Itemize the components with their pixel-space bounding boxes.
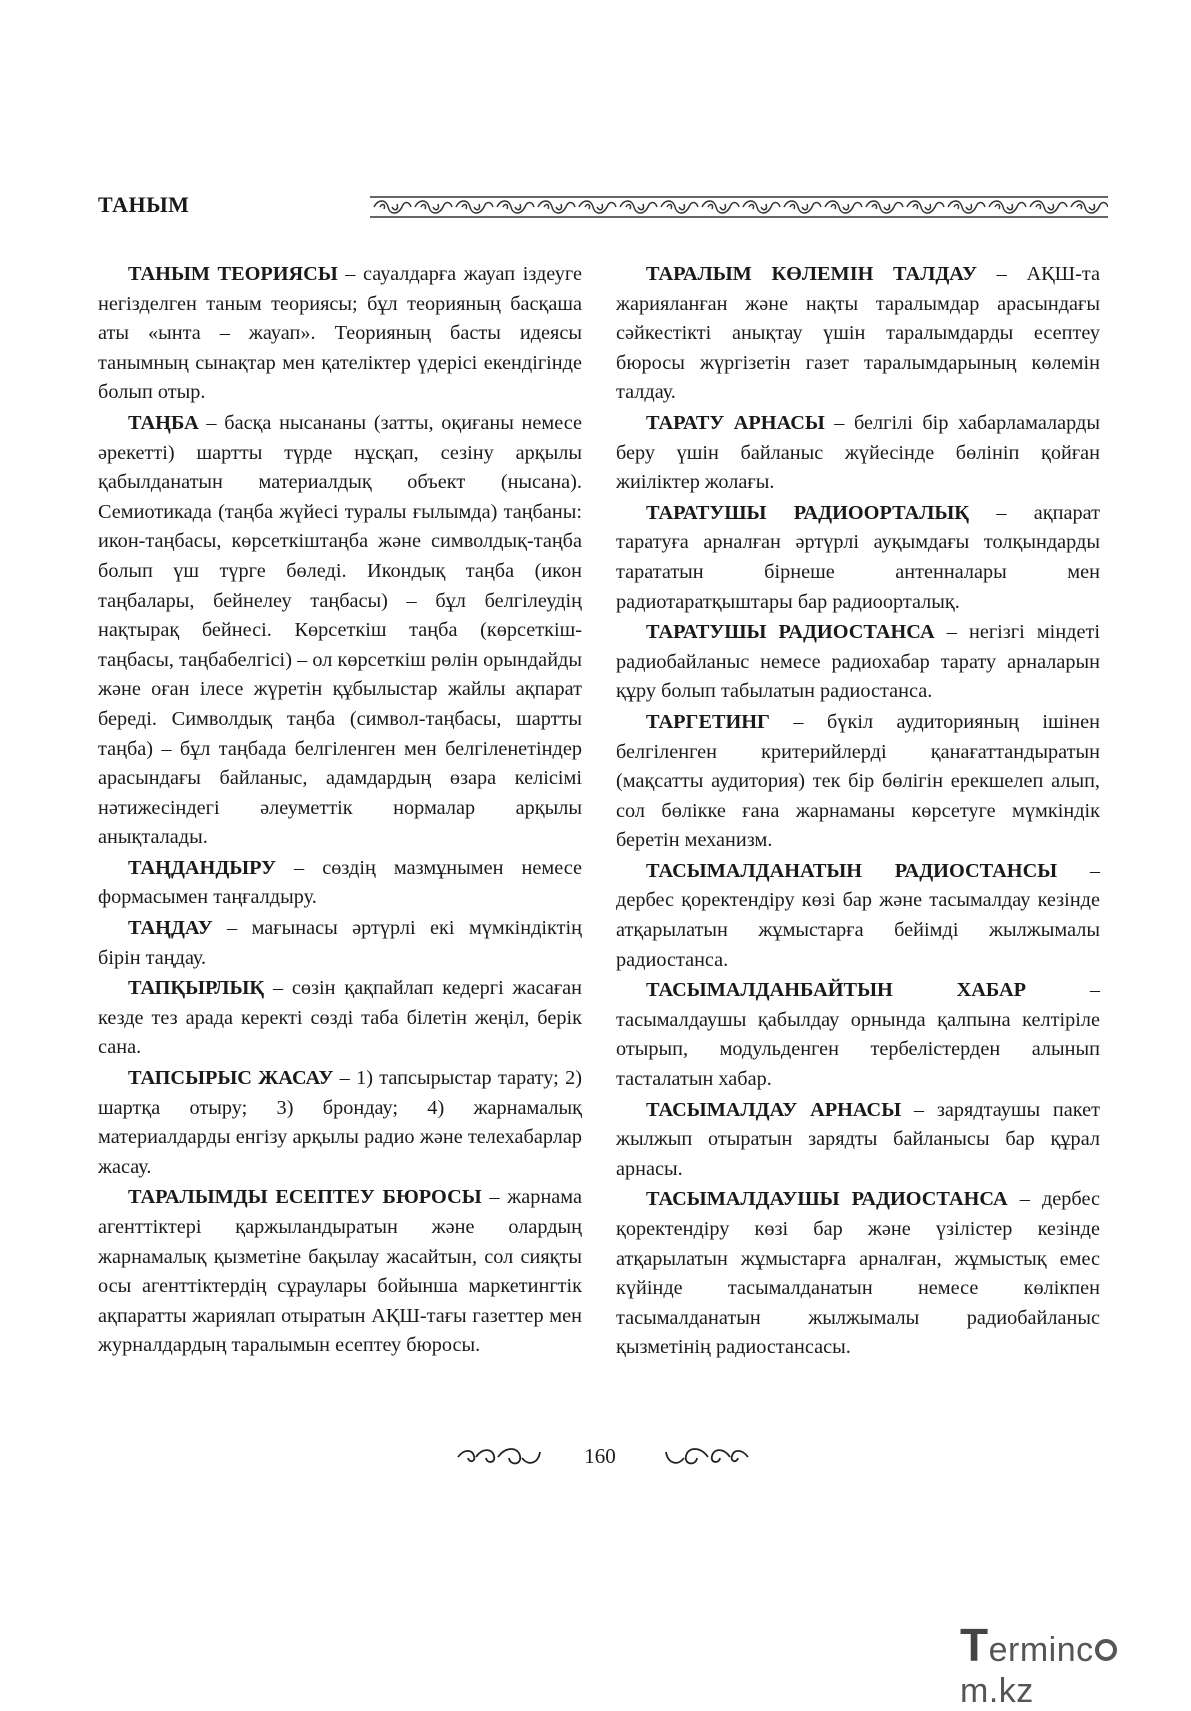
entry-definition: – басқа нысананы (затты, оқиғаны немесе әрекетті) шартты түрде нұсқап, сезіну арқылы қабылданатын материалдық объект (нысана). Семиотикада (таңба жүйесі туралы ғылымда) таңбаны: икон-таңбасы, көрсеткіштаңба және символдық-таңба болып үш түрге бөледі. Икондық таңба (икон таңбалары, бейнелеу таңбасы) – бұл белгілеудің нақтырақ бейнесі. Көрсеткіш таңба (көрсеткіш-таңбасы, таңбабелгісі) – ол көрсеткіш рөлін орындайды және оған ілесе жүретін құбылыстар жайлы ақпарат береді. Символдық таңба (символ-таңбасы, шартты таңба) – бұл таңбада белгіленген мен белгіленетіндер арасындағы байланыс, адамдардың өзара келісімі нәтижесіндегі әлеуметтік нормалар арқылы анықталады. xyxy=(98,411,582,849)
entry-term: ТАСЫМАЛДАУШЫ РАДИОСТАНСА xyxy=(646,1188,1008,1211)
dictionary-entry xyxy=(616,857,1100,975)
ornament-motif xyxy=(1030,201,1067,213)
entry-term: ТАРГЕТИНГ xyxy=(646,710,770,733)
dictionary-entry xyxy=(616,1096,1100,1185)
dictionary-entry xyxy=(98,260,582,408)
entry-definition: – жарнама агенттіктері қаржыландыратын және олардың жарнамалық қызметіне бақылау жасайтын, сол сияқты осы агенттіктердің сұраулары бойынша маркетингтік ақпаратты жариялап отыратын АҚШ-тағы газеттер мен журналдардың таралымын есептеу бюросы. xyxy=(98,1186,582,1357)
entry-term: ТАСЫМАЛДАНАТЫН РАДИОСТАНСЫ xyxy=(646,859,1058,882)
dictionary-entry xyxy=(616,976,1100,1094)
ornament-motif xyxy=(1071,201,1108,213)
entry-definition: – сауалдарға жауап іздеуге негізделген таным теориясы; бұл теорияның басқаша аты «ынта – жауап». Теорияның басты идеясы танымның сынақтар мен қателіктер үдерісі екендігінде болып отыр. xyxy=(98,263,582,404)
ornament-motif xyxy=(702,201,739,213)
dictionary-entry xyxy=(616,409,1100,498)
entry-term: ТАСЫМАЛДАУ АРНАСЫ xyxy=(646,1098,902,1121)
entry-term: ТАНЫМ ТЕОРИЯСЫ xyxy=(128,263,338,285)
dictionary-entry xyxy=(98,974,582,1063)
entry-term: ТАПҚЫРЛЫҚ xyxy=(128,977,265,1000)
entry-definition: – дербес қоректендіру көзі бар және тасымалдау кезінде атқарылатын жұмыстарға бейімді жылжымалы радиостанса. xyxy=(616,859,1100,971)
dictionary-entry xyxy=(616,260,1100,408)
entry-definition: – мағынасы әртүрлі екі мүмкіндіктің бірін таңдау. xyxy=(98,917,582,969)
entry-definition: – 1) тапсырыстар тарату; 2) шартқа отыру; 3) брондау; 4) жарнамалық материалдарды енгізу арқылы радио және телехабарлар жасау. xyxy=(98,1067,582,1178)
dictionary-entry xyxy=(98,1064,582,1182)
right-column xyxy=(616,260,1100,1364)
ornament-motif xyxy=(825,201,862,213)
dictionary-entry xyxy=(616,1185,1100,1363)
ornament-motif xyxy=(456,201,493,213)
entry-definition: – зарядтаушы пакет жылжып отыратын зарядты байланысы бар құрал арнасы. xyxy=(616,1098,1100,1180)
page-header xyxy=(98,190,1108,226)
dictionary-entry xyxy=(98,409,582,853)
entry-term: ТАПСЫРЫС ЖАСАУ xyxy=(128,1067,334,1090)
ornament-motif xyxy=(497,201,534,213)
entry-term: ТАРАТУШЫ РАДИООРТАЛЫҚ xyxy=(646,501,969,524)
ornament-motif xyxy=(374,201,411,213)
entry-term: ТАҢДАНДЫРУ xyxy=(128,856,276,879)
ornament-motif xyxy=(948,201,985,213)
ornament-motif xyxy=(743,201,780,213)
entry-term: ТАРАЛЫМДЫ ЕСЕПТЕУ БЮРОСЫ xyxy=(128,1186,482,1209)
dictionary-entry xyxy=(98,914,582,973)
ornament-motif xyxy=(989,201,1026,213)
entry-definition: – дербес қоректендіру көзі бар және үзілістер кезінде атқарылатын жұмыстарға арналған, жұмыстық емес күйінде тасымалданатын немесе көлікпен тасымалданатын жылжымалы радиобайланыс қызметінің радиостансасы. xyxy=(616,1188,1100,1359)
dictionary-entry xyxy=(616,499,1100,617)
left-column xyxy=(98,260,582,1362)
running-head: ТАНЫМ xyxy=(98,192,190,217)
entry-term: ТАРАЛЫМ КӨЛЕМІН ТАЛДАУ xyxy=(646,263,978,285)
ornament-band xyxy=(370,194,1108,220)
entry-term: ТАСЫМАЛДАНБАЙТЫН ХАБАР xyxy=(646,979,1027,1002)
ornament-motif xyxy=(579,201,616,213)
entry-definition: – ақпарат таратуға арналған әртүрлі ауқымдағы толқындарды тарататын бірнеше антенналары мен радиотаратқыштары бар радиоорталық. xyxy=(616,501,1100,613)
entry-term: ТАРАТУ АРНАСЫ xyxy=(646,411,825,434)
dictionary-entry xyxy=(98,1183,582,1361)
ornament-motif xyxy=(784,201,821,213)
entry-term: ТАҢБА xyxy=(128,411,199,434)
right-footer-ornament xyxy=(664,1444,750,1470)
left-footer-ornament xyxy=(456,1444,542,1470)
ornament-motif xyxy=(538,201,575,213)
entry-term: ТАҢДАУ xyxy=(128,917,213,940)
dictionary-entry xyxy=(616,708,1100,856)
entry-definition: – АҚШ-та жарияланған және нақты таралымдар арасындағы сәйкестікті анықтау үшін таралымдарды есептеу бюросы жүргізетін газет таралымдарының көлемін талдау. xyxy=(616,263,1100,404)
entry-definition: – сөздің мазмұнымен немесе формасымен таңғалдыру. xyxy=(98,856,582,909)
page-footer xyxy=(0,1440,1191,1480)
entry-definition: – тасымалдаушы қабылдау орнында қалпына келтіріле отырып, модульденген тербелістерден алынып тасталатын хабар. xyxy=(616,979,1100,1091)
entry-term: ТАРАТУШЫ РАДИОСТАНСА xyxy=(646,621,935,644)
ornament-motif xyxy=(415,201,452,213)
termincom-logo: Termincm.kz xyxy=(960,1618,1191,1711)
ornament-motif xyxy=(661,201,698,213)
ornament-motif xyxy=(866,201,903,213)
ornament-motif xyxy=(907,201,944,213)
ornament-motif xyxy=(620,201,657,213)
entry-definition: – бүкіл аудиторияның ішінен белгіленген критерийлерді қанағаттандыратын (мақсатты аудитория) тек бір бөлігін ерекшелеп алып, сол бөлікке ғана жарнаманы көрсетуге мүмкіндік беретін механизм. xyxy=(616,710,1100,852)
entry-definition: – сөзін қақпайлап кедергі жасаған кезде тез арада керекті сөзді таба білетін жеңіл, берік сана. xyxy=(98,977,582,1059)
entry-definition: – негізгі міндеті радиобайланыс немесе радиохабар тарату арналарын құру болып табылатын радиостанса. xyxy=(616,621,1100,703)
dictionary-entry xyxy=(98,854,582,913)
page-number: 160 xyxy=(584,1444,616,1468)
dictionary-entry xyxy=(616,618,1100,707)
logo-o-icon xyxy=(1095,1639,1117,1661)
entry-definition: – белгілі бір хабарламаларды беру үшін байланыс жүйесінде бөлініп қойған жиіліктер жолағы. xyxy=(616,411,1100,494)
